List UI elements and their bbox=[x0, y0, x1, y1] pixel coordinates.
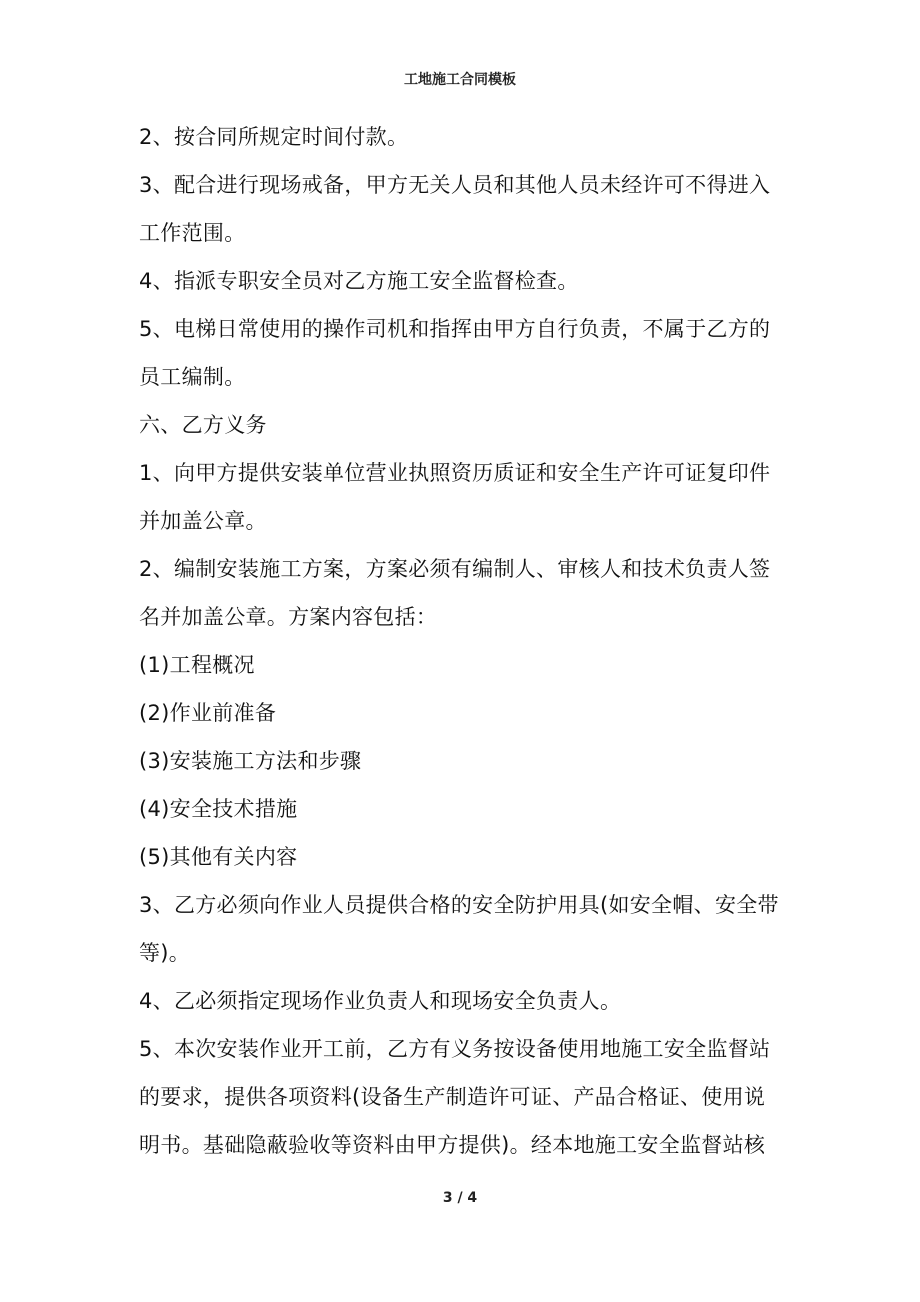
body-line: 4、乙必须指定现场作业负责人和现场安全负责人。 bbox=[139, 989, 622, 1013]
document-body bbox=[139, 113, 799, 1169]
page-number: 3 / 4 bbox=[442, 1190, 478, 1206]
body-line: 1、向甲方提供安装单位营业执照资历质证和安全生产许可证复印件 bbox=[139, 461, 771, 485]
body-line: 5、本次安装作业开工前，乙方有义务按设备使用地施工安全监督站 bbox=[139, 1037, 771, 1061]
document-header-title: 工地施工合同模板 bbox=[404, 72, 516, 88]
body-line: 3、配合进行现场戒备，甲方无关人员和其他人员未经许可不得进入 bbox=[139, 173, 771, 197]
body-line: 2、按合同所规定时间付款。 bbox=[139, 125, 409, 149]
list-item: (5)其他有关内容 bbox=[139, 845, 298, 869]
body-line: 名并加盖公章。方案内容包括： bbox=[139, 605, 438, 629]
body-line: 4、指派专职安全员对乙方施工安全监督检查。 bbox=[139, 269, 579, 293]
body-line: 5、电梯日常使用的操作司机和指挥由甲方自行负责，不属于乙方的 bbox=[139, 317, 771, 341]
body-line: 员工编制。 bbox=[139, 365, 246, 389]
body-line: 3、乙方必须向作业人员提供合格的安全防护用具(如安全帽、安全带 bbox=[139, 893, 779, 917]
section-heading: 六、乙方义务 bbox=[139, 413, 267, 437]
list-item: (2)作业前准备 bbox=[139, 701, 277, 725]
body-line: 等)。 bbox=[139, 941, 191, 965]
body-line: 工作范围。 bbox=[139, 221, 246, 245]
list-item: (1)工程概况 bbox=[139, 653, 255, 677]
body-line: 并加盖公章。 bbox=[139, 509, 267, 533]
list-item: (3)安装施工方法和步骤 bbox=[139, 749, 362, 773]
body-line: 明书。基础隐蔽验收等资料由甲方提供)。经本地施工安全监督站核 bbox=[139, 1133, 766, 1157]
body-line: 的要求，提供各项资料(设备生产制造许可证、产品合格证、使用说 bbox=[139, 1085, 766, 1109]
body-line: 2、编制安装施工方案，方案必须有编制人、审核人和技术负责人签 bbox=[139, 557, 771, 581]
list-item: (4)安全技术措施 bbox=[139, 797, 298, 821]
